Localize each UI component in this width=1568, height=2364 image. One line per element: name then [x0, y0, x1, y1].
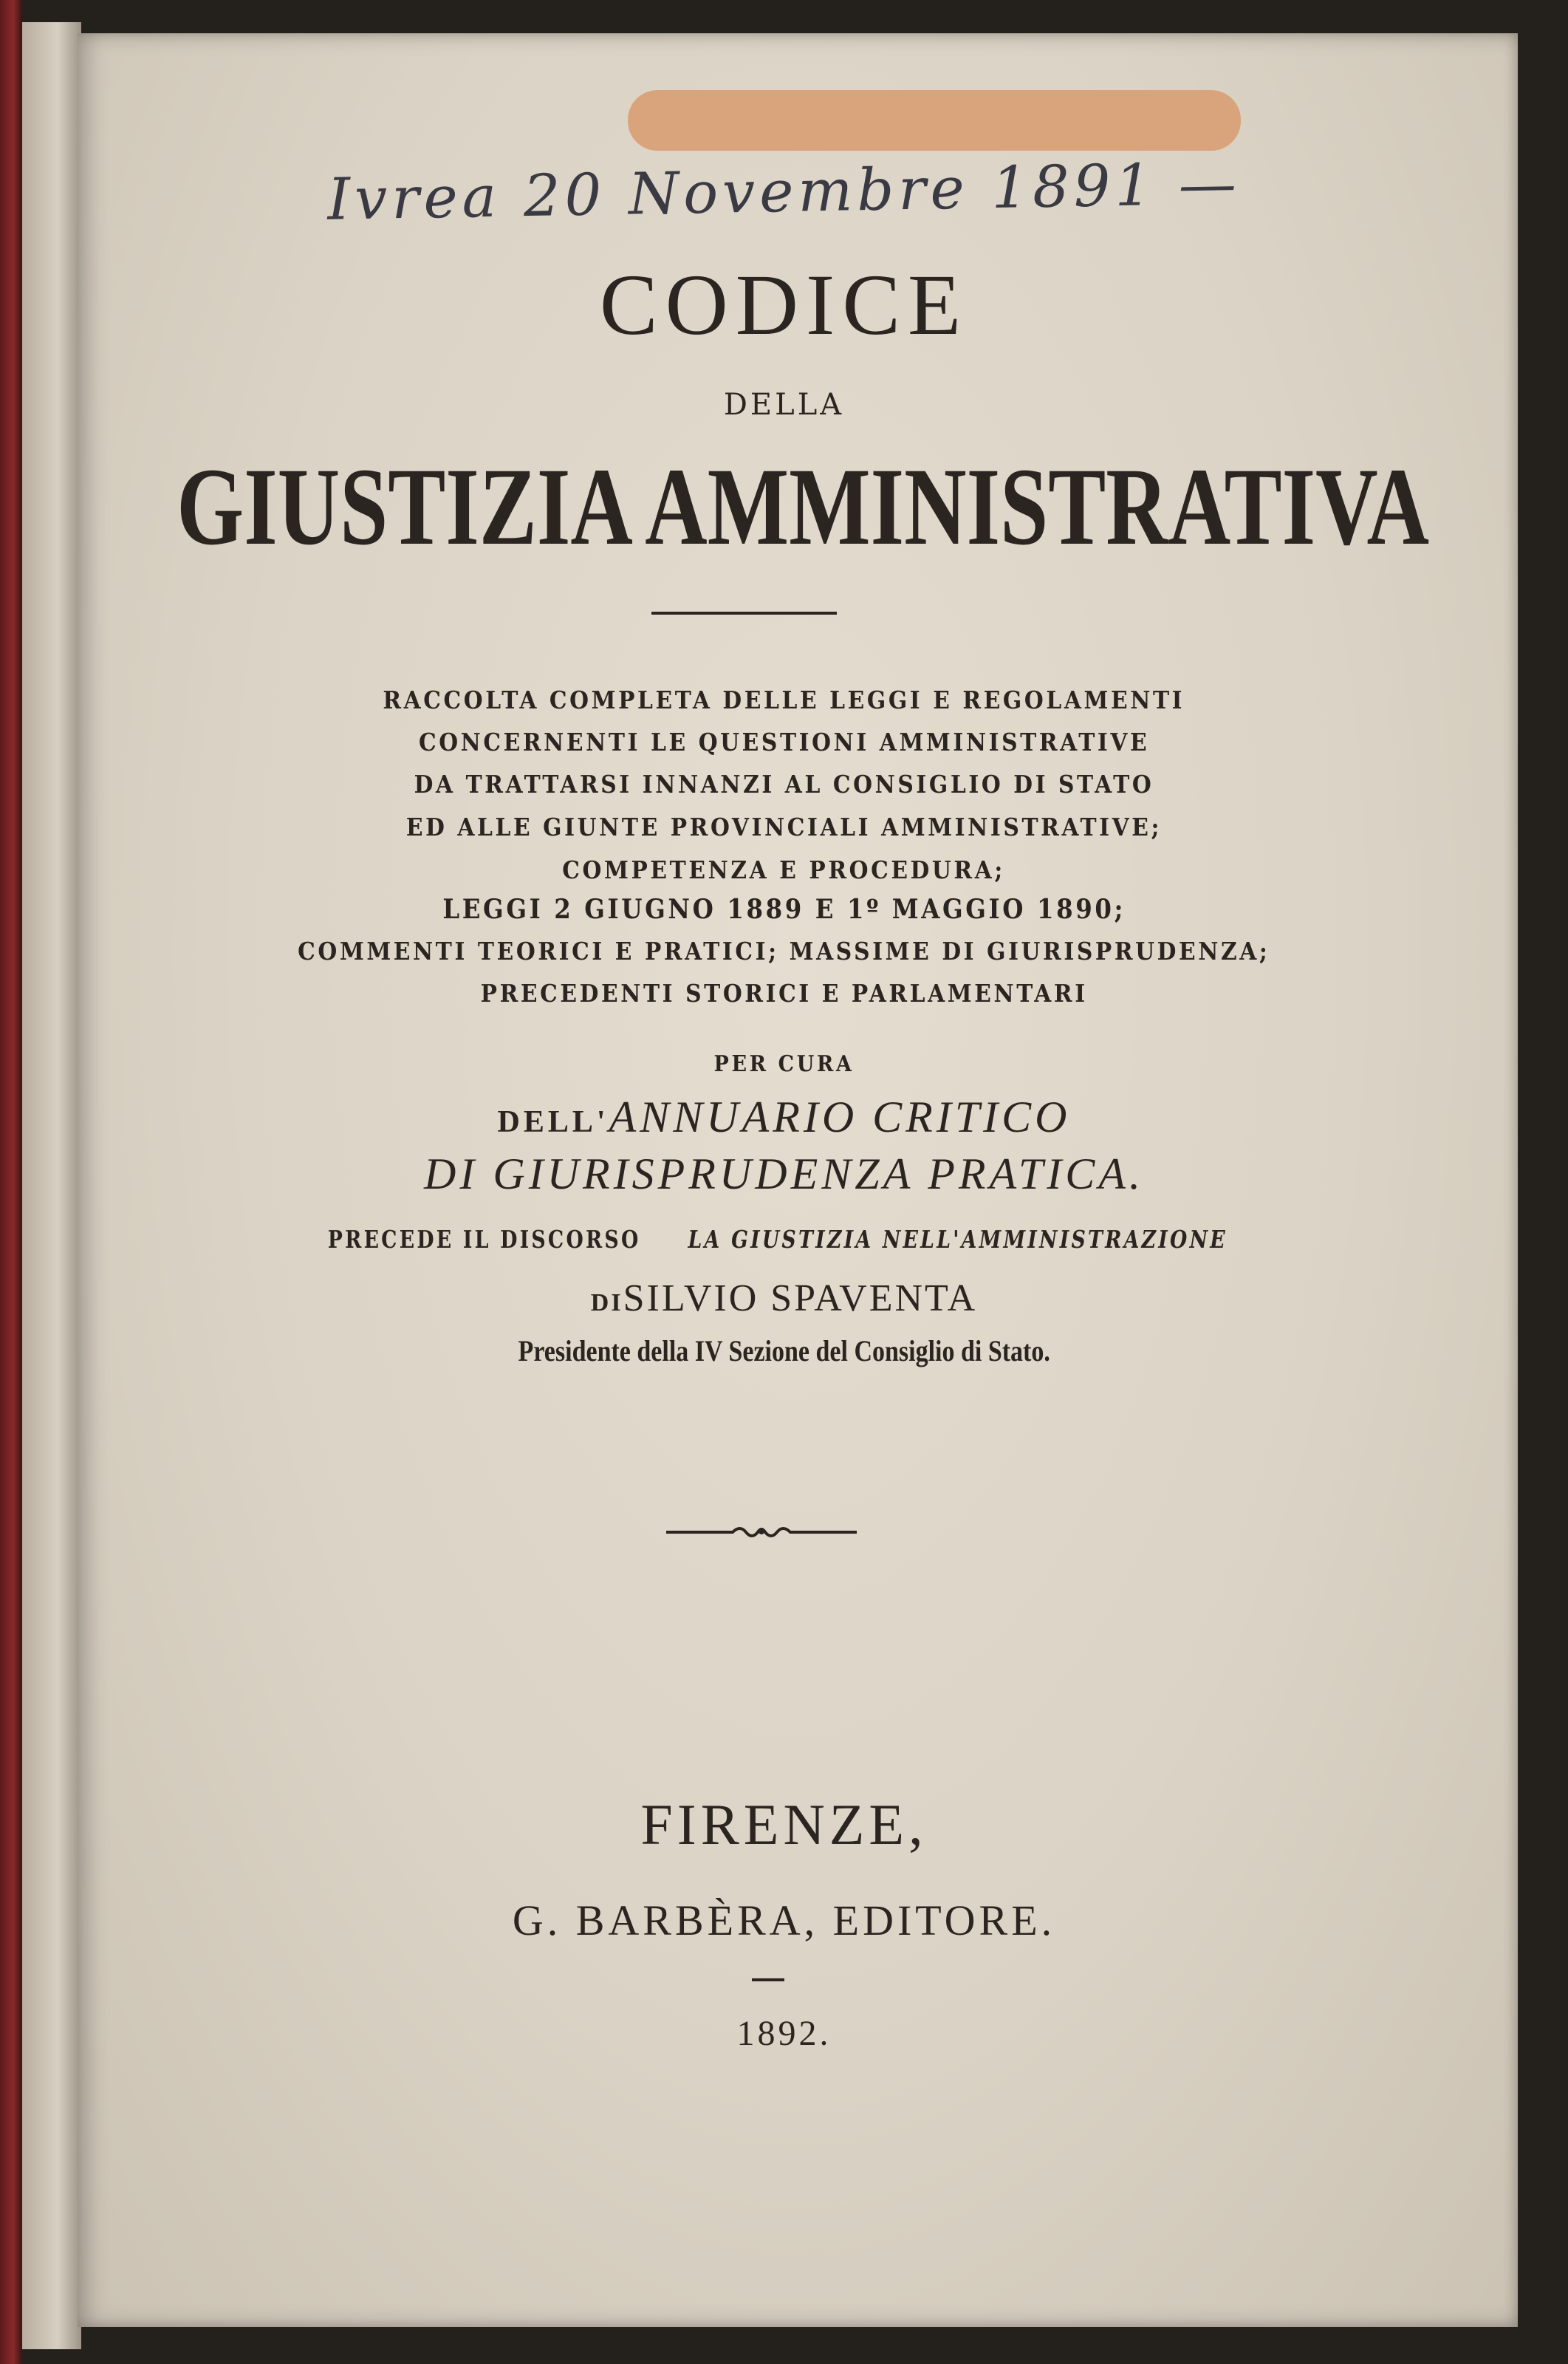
editorship-intro	[0, 1051, 1568, 1077]
description-text: PRECEDENTI STORICI E PARLAMENTARI	[480, 979, 1088, 1008]
author-role-text: Presidente della IV Sezione del Consiglio di Stato.	[518, 1334, 1050, 1367]
author-wrap	[591, 1277, 977, 1320]
editorship-intro-text: PER CURA	[713, 1051, 855, 1077]
author-name: SILVIO SPAVENTA	[623, 1277, 978, 1319]
description-line	[0, 937, 1568, 966]
description-line	[0, 686, 1568, 714]
title-rule	[651, 612, 837, 615]
preface-line	[0, 1225, 1568, 1254]
description-text: LEGGI 2 GIUGNO 1889 E 1º MAGGIO 1890;	[442, 894, 1126, 925]
inscription-text: Ivrea 20 Novembre 1891 —	[326, 151, 1242, 233]
title-connector-text: DELLA	[723, 388, 845, 422]
editorship-line-1-wrap	[497, 1092, 1070, 1143]
editorship-line-2	[0, 1149, 1568, 1200]
description-line	[0, 894, 1568, 925]
description-line	[0, 979, 1568, 1008]
imprint-city	[0, 1791, 1568, 1858]
imprint-publisher	[0, 1896, 1568, 1945]
imprint-publisher-text: G. BARBÈRA, EDITORE.	[512, 1896, 1056, 1944]
description-line	[0, 855, 1568, 884]
description-text: RACCOLTA COMPLETA DELLE LEGGI E REGOLAMENTI	[383, 686, 1185, 714]
editorship-name: ANNUARIO CRITICO	[609, 1093, 1071, 1141]
imprint-city-text: FIRENZE,	[640, 1792, 928, 1856]
description-line	[0, 728, 1568, 756]
title-main	[0, 255, 1568, 355]
title-subject-text: GIUSTIZIA AMMINISTRATIVA	[177, 445, 1430, 568]
imprint-year	[0, 2013, 1568, 2054]
description-text: COMPETENZA E PROCEDURA;	[562, 855, 1006, 884]
editorship-line-1	[0, 1092, 1568, 1143]
description-text: COMMENTI TEORICI E PRATICI; MASSIME DI GIURISPRUDENZA;	[298, 937, 1270, 966]
description-text: ED ALLE GIUNTE PROVINCIALI AMMINISTRATIVE;	[405, 813, 1163, 841]
description-line	[0, 813, 1568, 841]
title-subject	[0, 443, 1568, 570]
author-line	[0, 1277, 1568, 1320]
preface-intro: PRECEDE IL DISCORSO	[327, 1225, 641, 1254]
preface-wrap	[310, 1225, 1257, 1254]
description-text: CONCERNENTI LE QUESTIONI AMMINISTRATIVE	[418, 728, 1150, 756]
ornament-icon	[666, 1522, 857, 1541]
description-text: DA TRATTARSI INNANZI AL CONSIGLIO DI STATO	[414, 770, 1154, 799]
editorship-line-2-text: DI GIURISPRUDENZA PRATICA.	[424, 1149, 1144, 1198]
imprint-year-text: 1892.	[736, 2014, 832, 2053]
description-line	[0, 770, 1568, 799]
author-role	[0, 1333, 1568, 1368]
author-by: DI	[590, 1289, 623, 1316]
editorship-prefix: DELL'	[497, 1105, 609, 1139]
imprint-dash	[752, 1978, 784, 1981]
redacted-signature	[628, 90, 1241, 151]
title-connector	[0, 388, 1568, 422]
preface-work: LA GIUSTIZIA NELL'AMMINISTRAZIONE	[688, 1225, 1228, 1254]
title-main-text: CODICE	[599, 256, 969, 353]
